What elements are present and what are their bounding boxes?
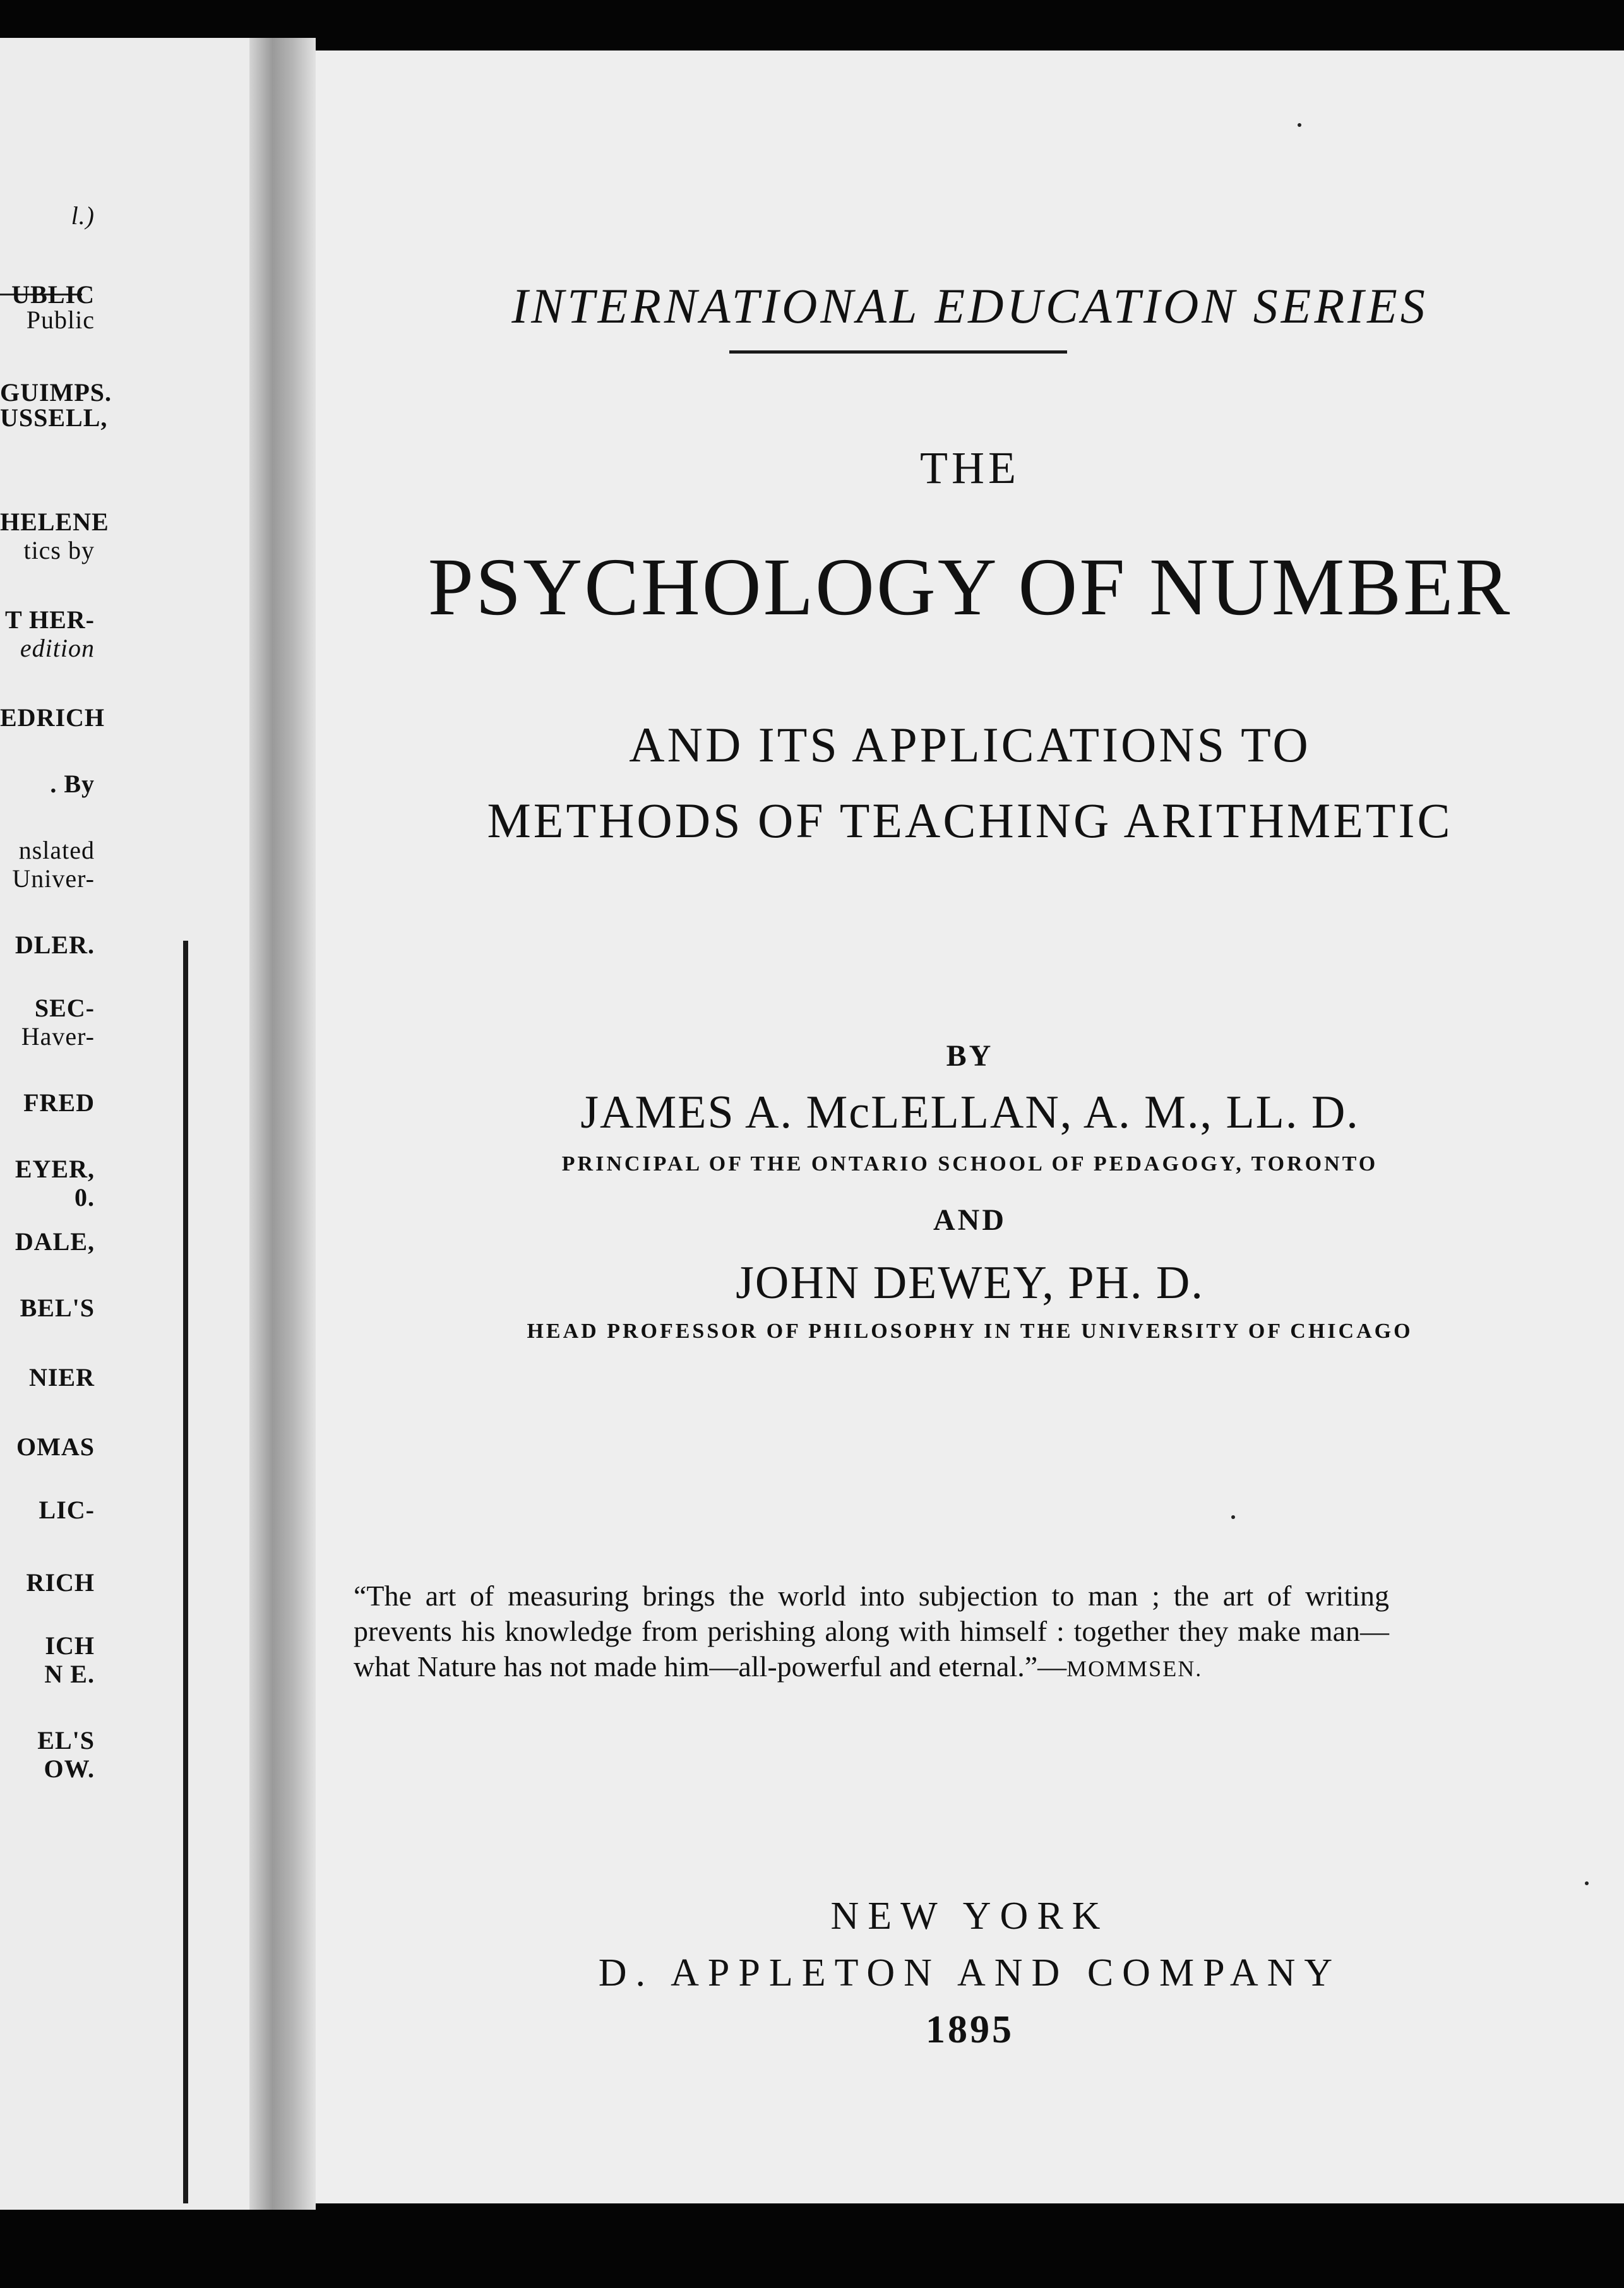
facing-text-fragment: OMAS (16, 1433, 95, 1461)
title-article: THE (920, 443, 1020, 493)
facing-text-fragment: BEL'S (20, 1294, 95, 1322)
imprint-year: 1895 (926, 2008, 1014, 2051)
facing-text-fragment: Univer- (12, 864, 95, 893)
book-gutter (249, 38, 316, 2210)
facing-text-fragment: ICH (45, 1631, 95, 1660)
facing-text-fragment: UBLIC (11, 280, 95, 309)
author-name: JAMES A. McLELLAN, A. M., LL. D. (580, 1087, 1359, 1138)
by-label: BY (946, 1039, 994, 1073)
facing-text-fragment: GUIMPS. (0, 378, 112, 407)
facing-text-fragment: l.) (71, 201, 95, 230)
facing-text-fragment: tics by (23, 536, 95, 564)
author-affiliation: HEAD PROFESSOR OF PHILOSOPHY IN THE UNIVERSITY OF CHICAGO (527, 1320, 1413, 1343)
book-title: PSYCHOLOGY OF NUMBER (427, 542, 1512, 633)
scan-speck (1298, 123, 1301, 127)
series-name: INTERNATIONAL EDUCATION SERIES (511, 278, 1428, 333)
series-rule (729, 350, 1067, 354)
facing-page-fragment (0, 38, 249, 2210)
facing-text-fragment: EYER, (15, 1155, 95, 1183)
facing-text-fragment: FRED (23, 1088, 95, 1117)
facing-text-fragment: Public (26, 306, 95, 334)
facing-text-fragment: T HER- (5, 605, 95, 634)
imprint-place: NEW YORK (830, 1895, 1109, 1938)
facing-text-fragment: RICH (26, 1568, 95, 1597)
and-label: AND (933, 1203, 1006, 1237)
facing-page-edge (183, 941, 188, 2203)
facing-text-fragment: edition (20, 634, 95, 662)
epigraph-attribution: MOMMSEN. (1066, 1656, 1203, 1681)
subtitle-line: METHODS OF TEACHING ARITHMETIC (487, 793, 1453, 848)
facing-text-fragment: . By (50, 770, 95, 798)
facing-text-fragment: DALE, (15, 1227, 95, 1256)
epigraph (354, 1578, 1389, 1686)
facing-text-fragment: USSELL, (0, 403, 108, 432)
epigraph-quote: “The art of measuring brings the world into subjection to man ; the art of writing prevents his knowledge from perishing along with himself : together they make man—what Nature has not made him—all-powerful and eternal.”— (354, 1580, 1389, 1683)
facing-text-fragment: Haver- (21, 1022, 95, 1051)
imprint-publisher: D. APPLETON AND COMPANY (598, 1951, 1342, 1994)
author-name: JOHN DEWEY, PH. D. (736, 1257, 1204, 1309)
facing-text-fragment: 0. (75, 1183, 95, 1212)
title-page (316, 51, 1624, 2203)
author-affiliation: PRINCIPAL OF THE ONTARIO SCHOOL OF PEDAGOGY, TORONTO (561, 1152, 1378, 1176)
facing-text-fragment: DLER. (15, 931, 95, 959)
facing-text-fragment: nslated (18, 836, 95, 864)
scan-speck (1231, 1515, 1235, 1519)
subtitle-line: AND ITS APPLICATIONS TO (629, 717, 1311, 772)
facing-text-fragment: EL'S (37, 1726, 95, 1755)
facing-text-fragment: OW. (44, 1755, 95, 1783)
scan-speck (1585, 1881, 1589, 1885)
facing-text-fragment: LIC- (39, 1496, 95, 1524)
facing-text-fragment: N E. (44, 1660, 95, 1688)
facing-text-fragment: NIER (28, 1363, 95, 1391)
facing-text-fragment: SEC- (34, 994, 95, 1022)
facing-text-fragment: EDRICH (0, 703, 105, 732)
facing-text-fragment: HELENE (0, 508, 109, 536)
